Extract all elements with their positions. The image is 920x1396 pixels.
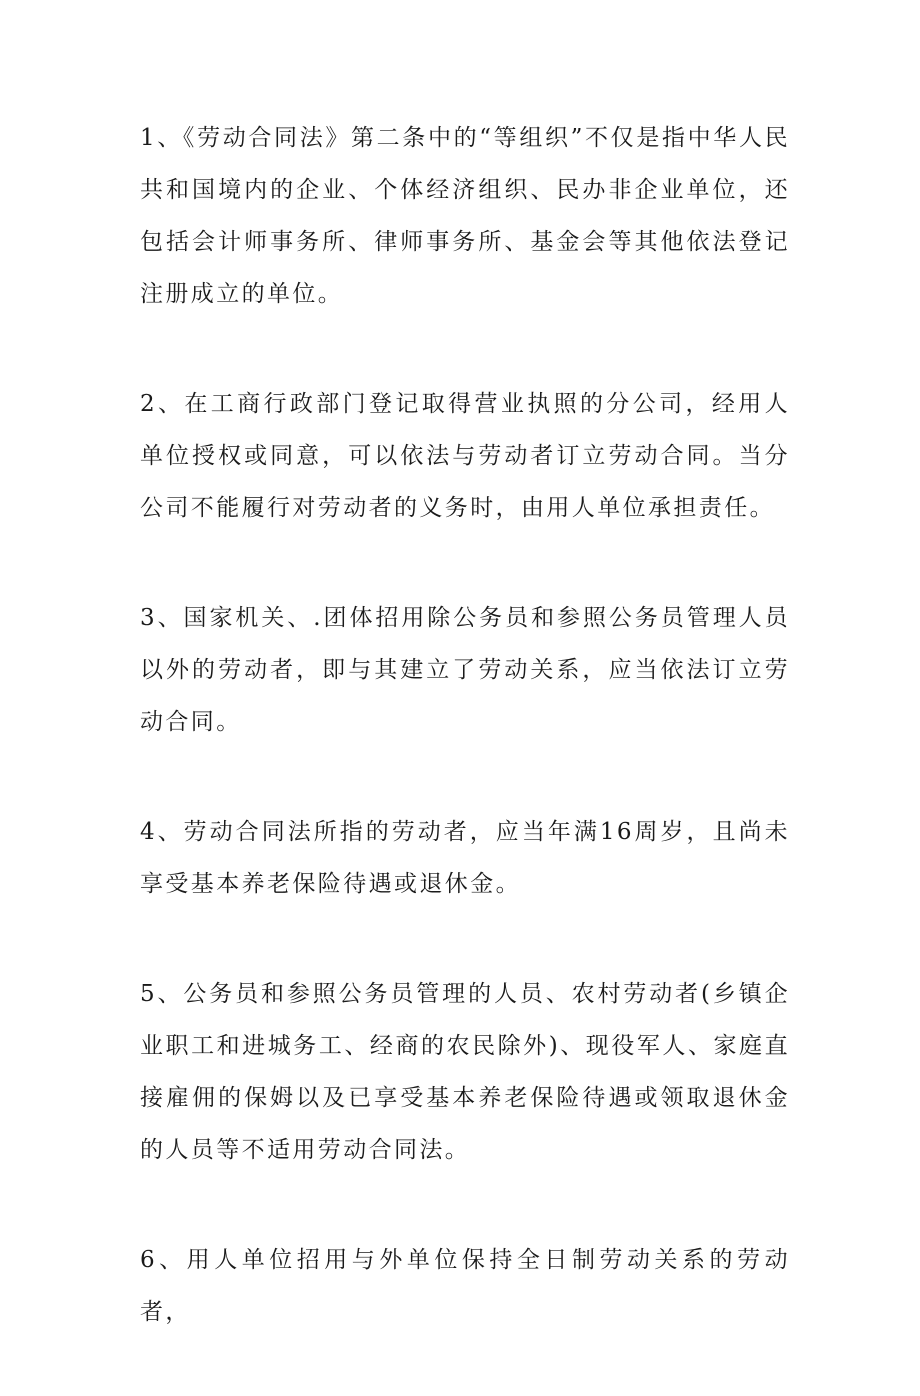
paragraph-6: 6、用人单位招用与外单位保持全日制劳动关系的劳动者， [140,1247,790,1325]
paragraph-3: 3、国家机关、.团体招用除公务员和参照公务员管理人员以外的劳动者，即与其建立了劳动关系，应当依法订立劳动合同。 [140,605,790,735]
paragraph-2: 2、在工商行政部门登记取得营业执照的分公司，经用人单位授权或同意，可以依法与劳动者订立劳动合同。当分公司不能履行对劳动者的义务时，由用人单位承担责任。 [140,391,790,521]
paragraph-1: 1、《劳动合同法》第二条中的“等组织”不仅是指中华人民共和国境内的企业、个体经济组织、民办非企业单位，还包括会计师事务所、律师事务所、基金会等其他依法登记注册成立的单位。 [140,125,790,307]
paragraph-5: 5、公务员和参照公务员管理的人员、农村劳动者(乡镇企业职工和进城务工、经商的农民除外)、现役军人、家庭直接雇佣的保姆以及已享受基本养老保险待遇或领取退休金的人员等不适用劳动合同法。 [140,981,790,1163]
document-body [140,112,790,1396]
paragraph-4: 4、劳动合同法所指的劳动者，应当年满16周岁，且尚未享受基本养老保险待遇或退休金。 [140,819,790,897]
